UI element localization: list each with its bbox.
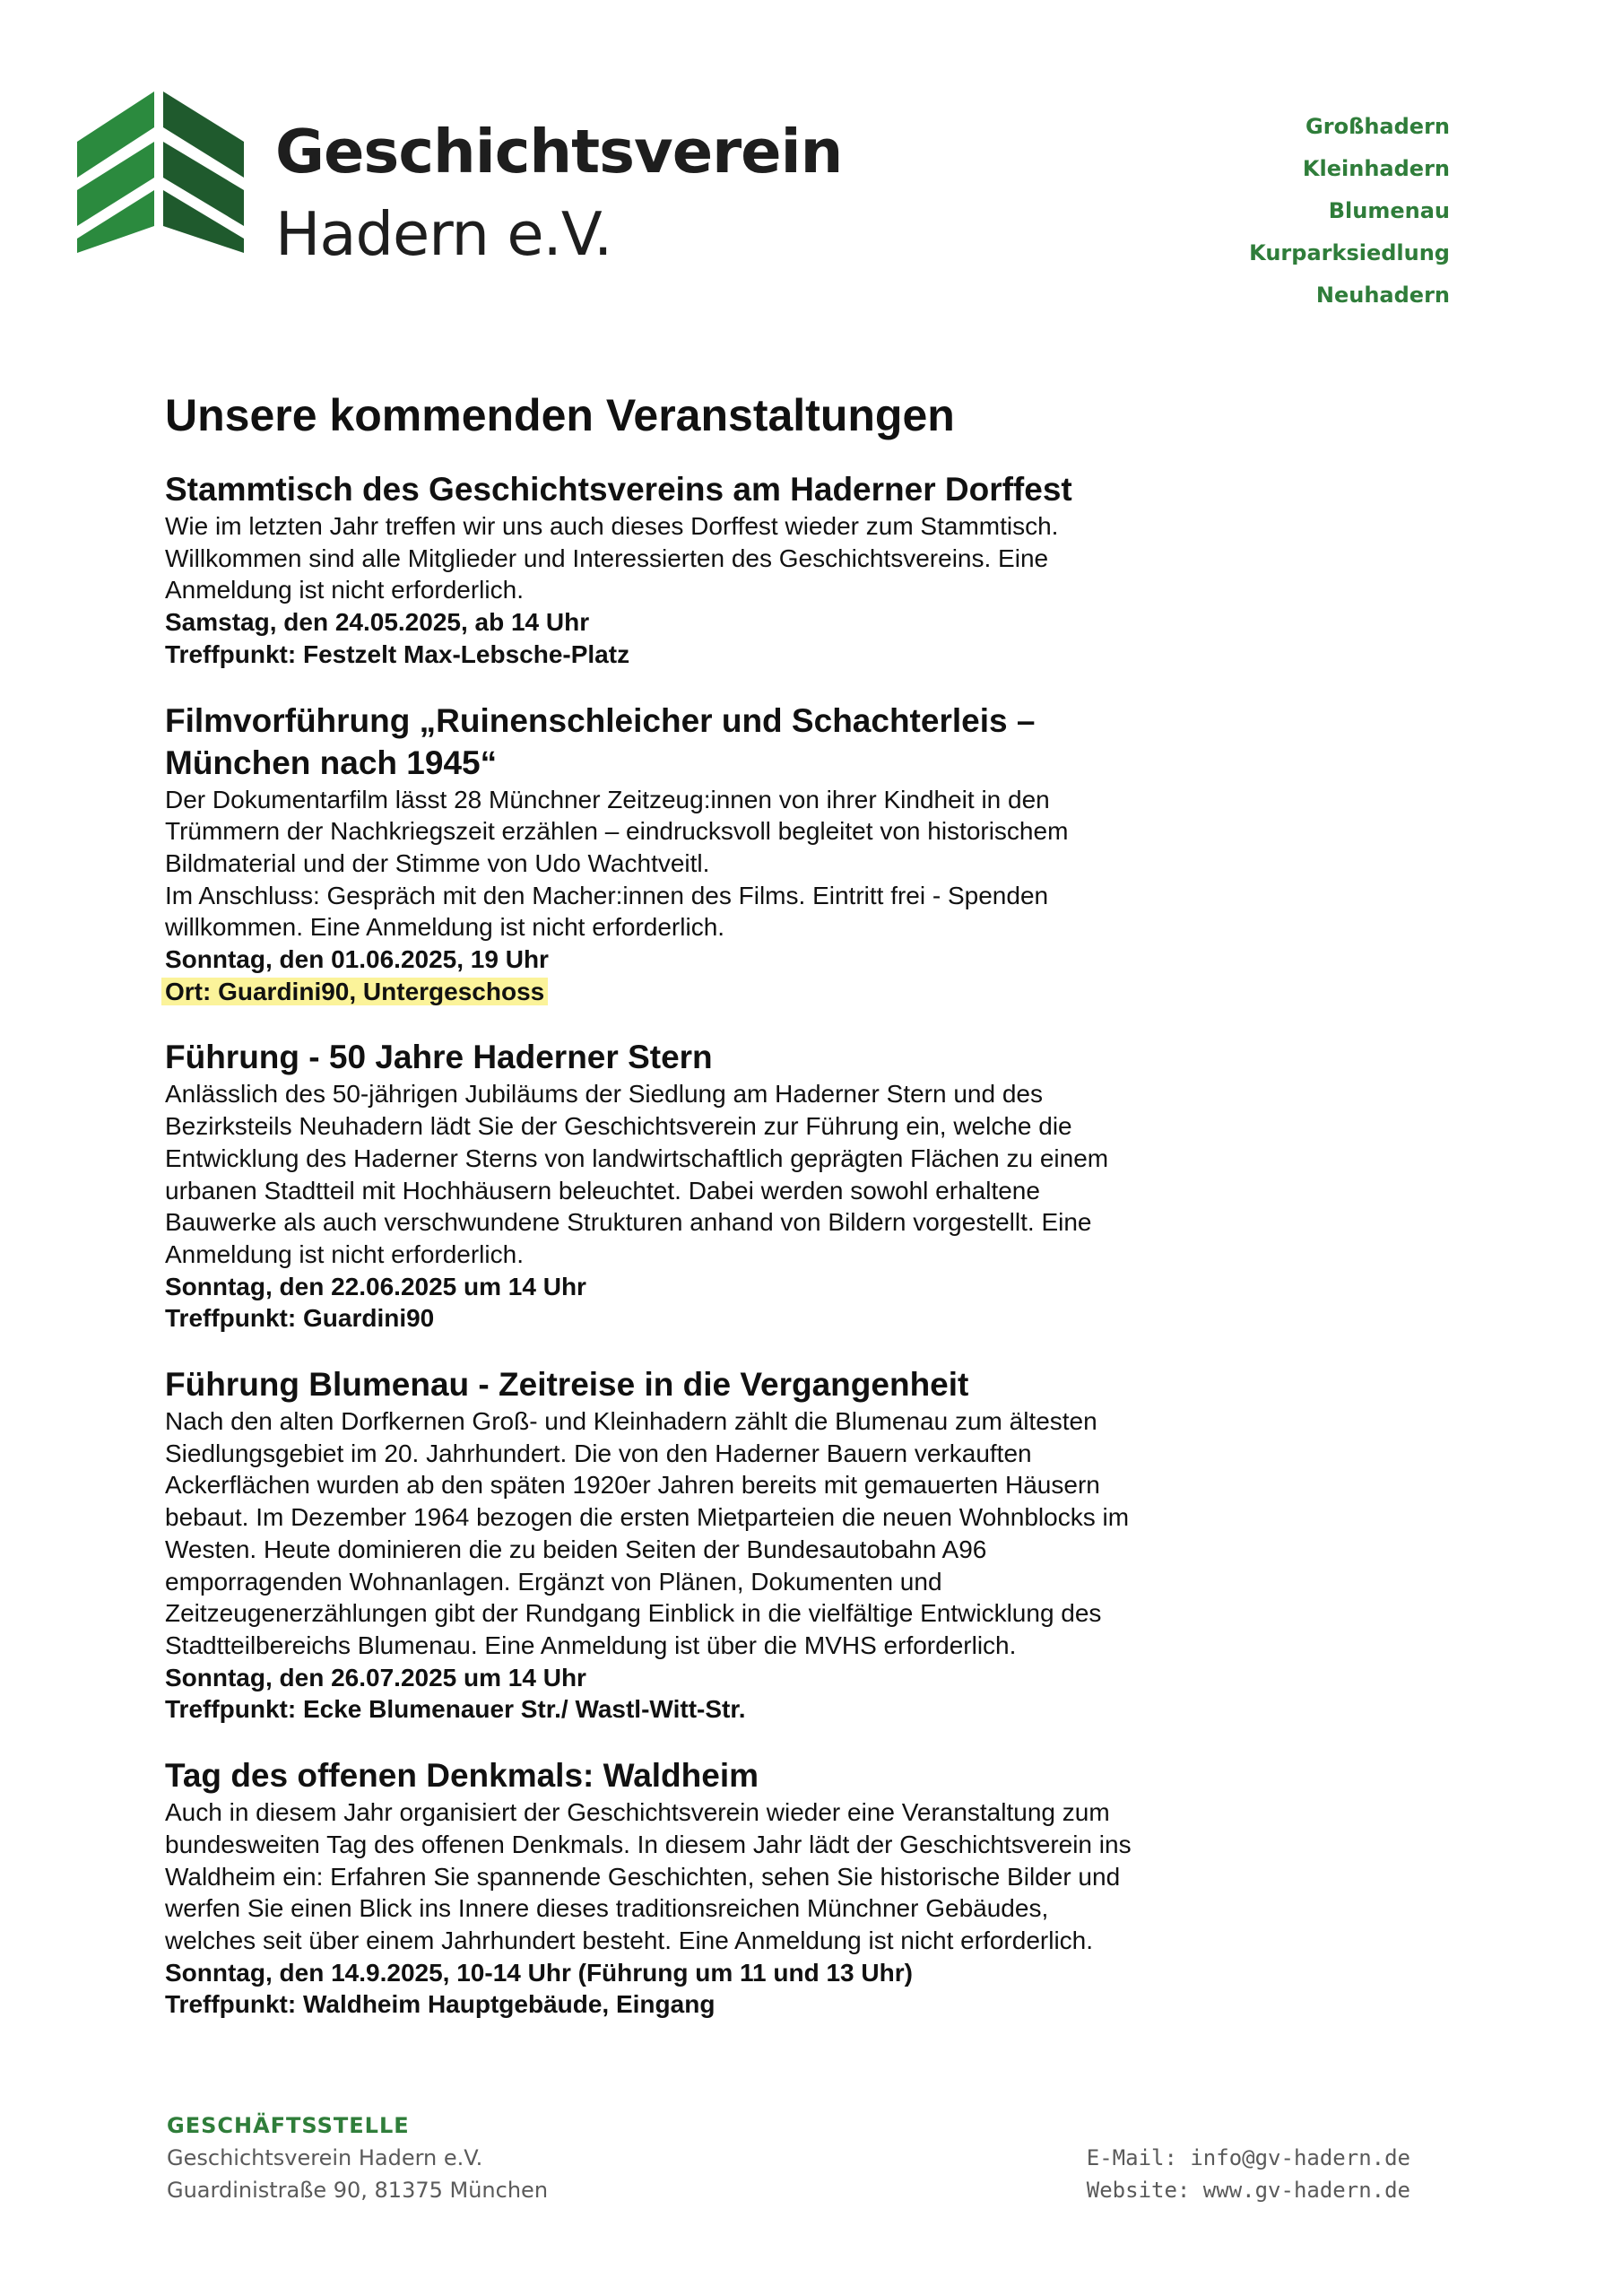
brand-line-2: Hadern e.V.	[275, 199, 612, 269]
event-place: Treffpunkt: Festzelt Max-Lebsche-Platz	[165, 639, 630, 668]
event-text-line: Der Dokumentarfilm lässt 28 Münchner Zeitzeug:innen von ihrer Kindheit in den	[165, 785, 1050, 813]
district-item: Kurparksiedlung	[1249, 240, 1450, 265]
event-text-line: bebaut. Im Dezember 1964 bezogen die ersten Mietparteien die neuen Wohnblocks im	[165, 1503, 1130, 1532]
district-item: Kleinhadern	[1302, 156, 1450, 181]
event-text-line: Nach den alten Dorfkernen Groß- und Kleinhadern zählt die Blumenau zum ältesten	[165, 1407, 1097, 1436]
event-text-line: Anmeldung ist nicht erforderlich.	[165, 576, 524, 604]
event-text-line: Bauwerke als auch verschwundene Strukturen anhand von Bildern vorgestellt. Eine	[165, 1208, 1092, 1237]
event-text-line: Stadtteilbereichs Blumenau. Eine Anmeldung ist über die MVHS erforderlich.	[165, 1631, 1017, 1659]
event-title-line-2: München nach 1945“	[165, 744, 498, 781]
event-text-line: Anlässlich des 50-jährigen Jubiläums der Siedlung am Haderner Stern und des	[165, 1080, 1044, 1109]
event-text-line: Waldheim ein: Erfahren Sie spannende Geschichten, sehen Sie historische Bilder und	[165, 1862, 1121, 1891]
event-text-line: Siedlungsgebiet im 20. Jahrhundert. Die von den Haderner Bauern verkauften	[165, 1439, 1032, 1467]
event-date: Samstag, den 24.05.2025, ab 14 Uhr	[165, 608, 590, 637]
event-title: Tag des offenen Denkmals: Waldheim	[165, 1757, 759, 1795]
event-text-line: Auch in diesem Jahr organisiert der Geschichtsverein wieder eine Veranstaltung zum	[165, 1798, 1110, 1827]
event-date: Sonntag, den 26.07.2025 um 14 Uhr	[165, 1663, 586, 1692]
main-content	[165, 384, 1331, 2021]
event-title: Führung Blumenau - Zeitreise in die Vergangenheit	[165, 1366, 969, 1404]
event-waldheim	[165, 1754, 1331, 2021]
district-item: Großhadern	[1305, 114, 1450, 139]
footer-email: E-Mail: info@gv-hadern.de	[1086, 2145, 1410, 2170]
footer-website: Website: www.gv-hadern.de	[1086, 2178, 1410, 2203]
footer-heading: GESCHÄFTSSTELLE	[167, 2113, 410, 2138]
event-title: Filmvorführung „Ruinenschleicher und Schachterleis –	[165, 701, 1036, 739]
event-filmvorfuehrung	[165, 700, 1331, 1008]
event-text-line: emporragenden Wohnanlagen. Ergänzt von Plänen, Dokumenten und	[165, 1567, 942, 1596]
event-text-line: werfen Sie einen Blick ins Innere dieses traditionsreichen Münchner Gebäudes,	[165, 1894, 1049, 1923]
event-haderner-stern	[165, 1036, 1331, 1335]
event-text-line: Ackerflächen wurden ab den späten 1920er Jahren bereits mit gemauerten Häusern	[165, 1471, 1100, 1500]
footer-address: Guardinistraße 90, 81375 München	[167, 2178, 549, 2203]
footer-office	[167, 2109, 548, 2206]
event-place: Treffpunkt: Waldheim Hauptgebäude, Eingang	[165, 1990, 716, 2019]
event-text-line: Entwicklung des Haderner Sterns von landwirtschaftlich geprägten Flächen zu einem	[165, 1144, 1109, 1172]
event-text-line: urbanen Stadtteil mit Hochhäusern beleuchtet. Dabei werden sowohl erhaltene	[165, 1176, 1040, 1205]
event-text-line: Bezirksteils Neuhadern lädt Sie der Geschichtsverein zur Führung ein, welche die	[165, 1112, 1072, 1141]
event-text-line: Im Anschluss: Gespräch mit den Macher:innen des Films. Eintritt frei - Spenden	[165, 881, 1049, 909]
event-stammtisch	[165, 468, 1331, 671]
event-place-highlighted: Ort: Guardini90, Untergeschoss	[161, 978, 548, 1005]
district-item: Blumenau	[1328, 198, 1450, 223]
event-date: Sonntag, den 01.06.2025, 19 Uhr	[165, 945, 549, 974]
event-text-line: Bildmaterial und der Stimme von Udo Wachtveitl.	[165, 848, 710, 877]
event-date: Sonntag, den 14.9.2025, 10-14 Uhr (Führung um 11 und 13 Uhr)	[165, 1958, 913, 1987]
stacked-chevrons-logo-icon	[77, 91, 244, 253]
event-text-line: Zeitzeugenerzählungen gibt der Rundgang Einblick in die vielfältige Entwicklung des	[165, 1599, 1102, 1628]
district-item: Neuhadern	[1315, 283, 1450, 308]
event-text-line: Willkommen sind alle Mitglieder und Interessierten des Geschichtsvereins. Eine	[165, 544, 1049, 572]
district-list	[1249, 111, 1450, 322]
footer-contact	[1087, 2142, 1410, 2206]
event-text-line: welches seit über einem Jahrhundert besteht. Eine Anmeldung ist nicht erforderlich.	[165, 1926, 1094, 1954]
event-text-line: Trümmern der Nachkriegszeit erzählen – eindrucksvoll begleitet von historischem	[165, 817, 1069, 846]
event-text-line: Wie im letzten Jahr treffen wir uns auch dieses Dorffest wieder zum Stammtisch.	[165, 512, 1059, 540]
event-text-line: bundesweiten Tag des offenen Denkmals. In diesem Jahr lädt der Geschichtsverein ins	[165, 1830, 1132, 1858]
event-text-line: Westen. Heute dominieren die zu beiden Seiten der Bundesautobahn A96	[165, 1535, 987, 1563]
footer-org: Geschichtsverein Hadern e.V.	[167, 2145, 483, 2170]
event-title: Stammtisch des Geschichtsvereins am Haderner Dorffest	[165, 471, 1072, 508]
event-place: Treffpunkt: Guardini90	[165, 1304, 435, 1333]
page-title: Unsere kommenden Veranstaltungen	[165, 390, 955, 440]
event-text-line: willkommen. Eine Anmeldung ist nicht erforderlich.	[165, 913, 725, 942]
event-blumenau	[165, 1363, 1331, 1726]
event-date: Sonntag, den 22.06.2025 um 14 Uhr	[165, 1272, 586, 1300]
event-text-line: Anmeldung ist nicht erforderlich.	[165, 1239, 524, 1268]
brand-line-1: Geschichtsverein	[275, 117, 843, 187]
event-title: Führung - 50 Jahre Haderner Stern	[165, 1039, 713, 1076]
brand-name	[275, 117, 843, 269]
event-place: Treffpunkt: Ecke Blumenauer Str./ Wastl-Witt-Str.	[165, 1695, 746, 1724]
